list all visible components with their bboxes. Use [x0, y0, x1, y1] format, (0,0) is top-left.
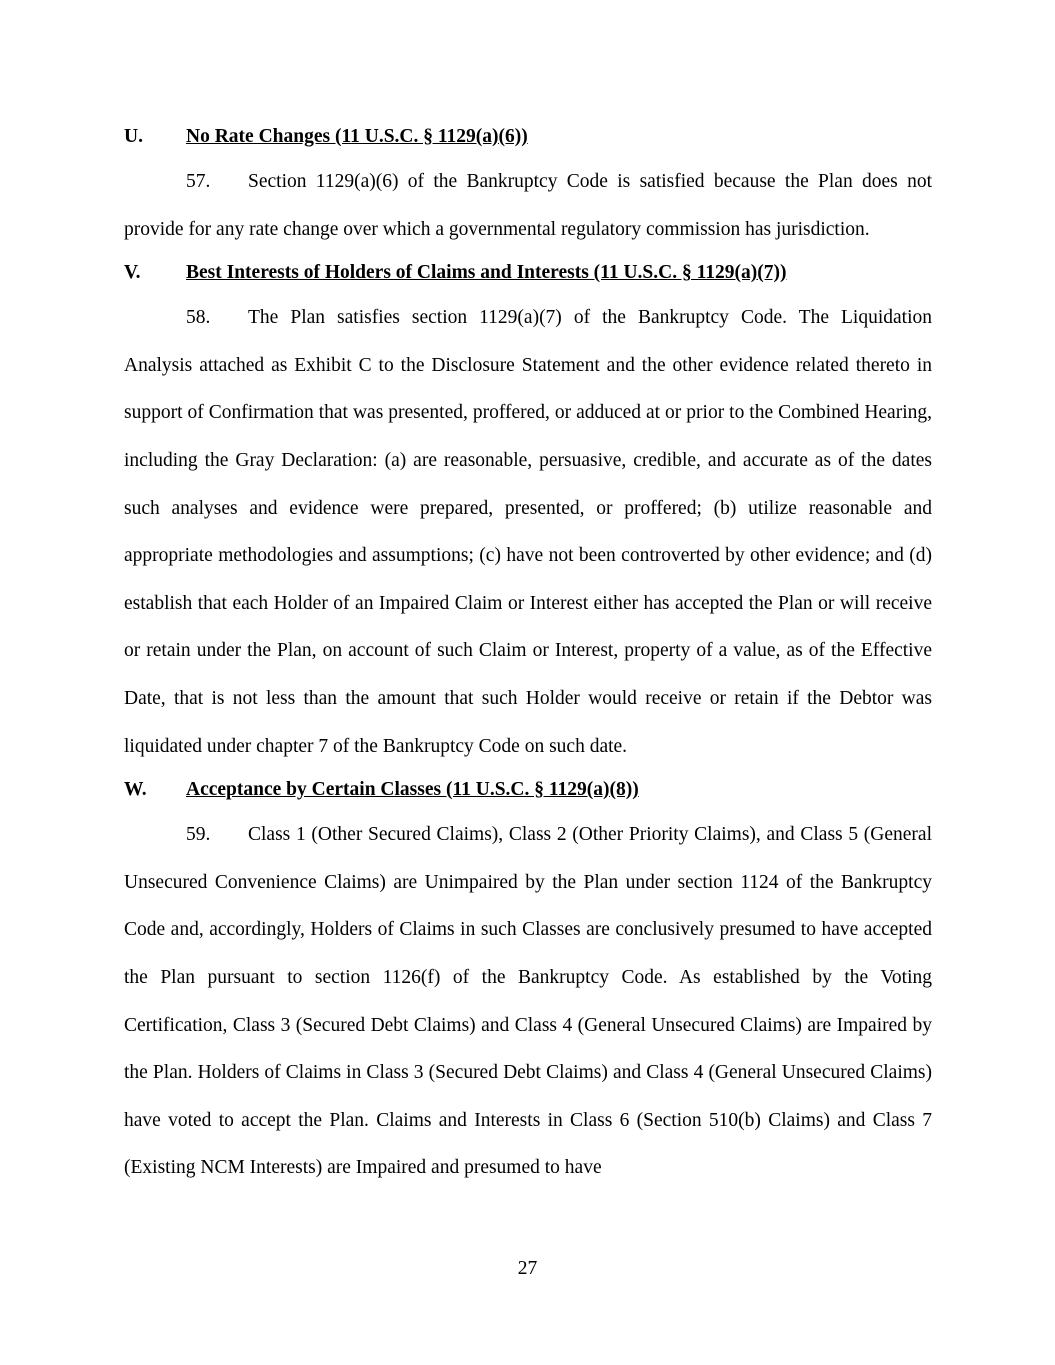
section-heading-w	[124, 776, 932, 804]
section-heading-u	[124, 123, 932, 151]
paragraph-text: Class 1 (Other Secured Claims), Class 2 (Other Priority Claims), and Class 5 (General Unsecured Convenience Claims) are Unimpaired by the Plan under section 1124 of the Bankruptcy Code and, accordingly, Holders of Claims in such Classes are conclusively presumed to have accepted the Plan pursuant to section 1126(f) of the Bankruptcy Code. As established by the Voting Certification, Class 3 (Secured Debt Claims) and Class 4 (General Unsecured Claims) are Impaired by the Plan. Holders of Claims in Class 3 (Secured Debt Claims) and Class 4 (General Unsecured Claims) have voted to accept the Plan. Claims and Interests in Class 6 (Section 510(b) Claims) and Class 7 (Existing NCM Interests) are Impaired and presumed to have	[124, 824, 932, 1179]
section-heading-v	[124, 259, 932, 287]
section-title: No Rate Changes (11 U.S.C. § 1129(a)(6))	[186, 126, 528, 147]
paragraph-58	[124, 294, 932, 770]
section-letter: W.	[124, 779, 147, 801]
page-number: 27	[517, 1258, 538, 1279]
section-title: Best Interests of Holders of Claims and Interests (11 U.S.C. § 1129(a)(7))	[186, 262, 787, 284]
paragraph-text: Section 1129(a)(6) of the Bankruptcy Code is satisfied because the Plan does not provide for any rate change over which a governmental regulatory commission has jurisdiction.	[124, 171, 932, 240]
paragraph-text: The Plan satisfies section 1129(a)(7) of the Bankruptcy Code. The Liquidation Analysis attached as Exhibit C to the Disclosure Statement and the other evidence related thereto in support of Confirmation that was presented, proffered, or adduced at or prior to the Combined Hearing, including the Gray Declaration: (a) are reasonable, persuasive, credible, and accurate as of the dates such analyses and evidence were prepared, presented, or proffered; (b) utilize reasonable and appropriate methodologies and assumptions; (c) have not been controverted by other evidence; and (d) establish that each Holder of an Impaired Claim or Interest either has accepted the Plan or will receive or retain under the Plan, on account of such Claim or Interest, property of a value, as of the Effective Date, that is not less than the amount that such Holder would receive or retain if the Debtor was liquidated under chapter 7 of the Bankruptcy Code on such date.	[124, 307, 932, 757]
paragraph-number: 59.	[186, 824, 211, 846]
paragraph-number: 57.	[186, 171, 211, 192]
section-letter: V.	[124, 262, 141, 284]
paragraph-57	[124, 158, 932, 253]
paragraph-59	[124, 811, 932, 1192]
paragraph-number: 58.	[186, 307, 211, 329]
document-page	[124, 123, 932, 1192]
section-letter: U.	[124, 126, 143, 147]
section-title: Acceptance by Certain Classes (11 U.S.C. § 1129(a)(8))	[186, 779, 639, 801]
